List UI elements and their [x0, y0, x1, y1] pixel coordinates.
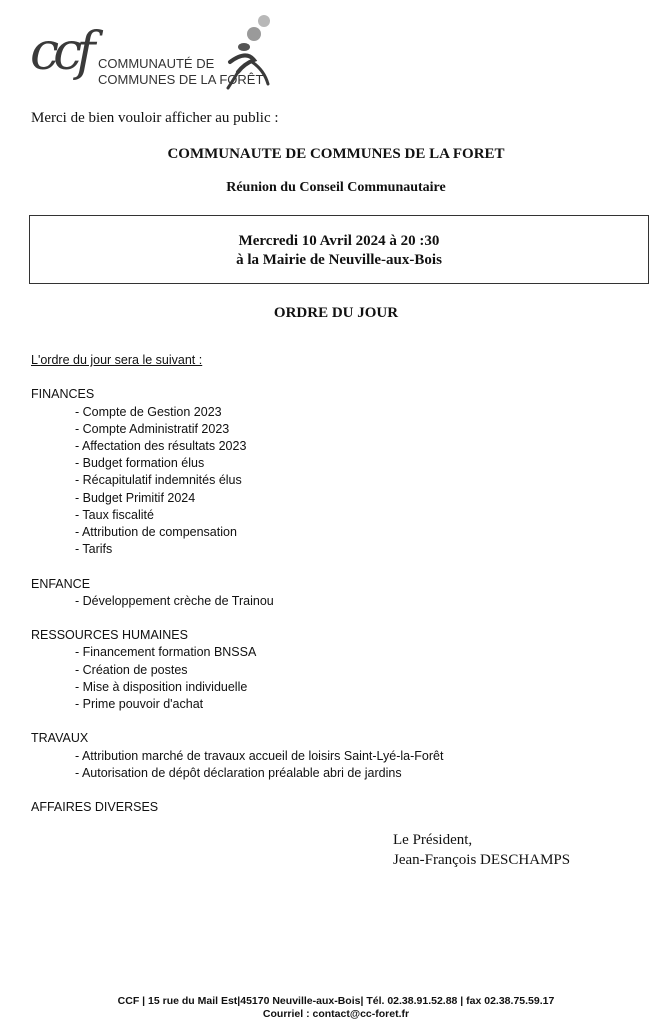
- list-item: - Budget formation élus: [75, 456, 205, 471]
- meeting-title: Réunion du Conseil Communautaire: [226, 180, 446, 195]
- section-heading-travaux: TRAVAUX: [31, 731, 89, 746]
- list-item: - Compte de Gestion 2023: [75, 404, 222, 419]
- meeting-date: Mercredi 10 Avril 2024 à 20 :30: [238, 233, 440, 249]
- logo-figure-icon: [224, 12, 278, 92]
- meeting-details-box: [29, 215, 649, 284]
- logo-name-line1: COMMUNAUTÉ DE: [98, 56, 215, 71]
- list-item: - Tarifs: [75, 542, 113, 557]
- list-item: - Développement crèche de Trainou: [75, 593, 274, 608]
- list-item: - Attribution de compensation: [75, 525, 237, 540]
- section-heading-affaires-diverses: AFFAIRES DIVERSES: [31, 800, 159, 815]
- footer-address: CCF | 15 rue du Mail Est|45170 Neuville-aux-Bois| Tél. 02.38.91.52.88 | fax 02.38.75.59.17: [117, 995, 555, 1007]
- signature-block: [393, 830, 570, 870]
- agenda-list: [31, 352, 443, 816]
- meeting-location: à la Mairie de Neuville-aux-Bois: [236, 252, 442, 268]
- list-item: - Budget Primitif 2024: [75, 490, 196, 505]
- list-item: - Financement formation BNSSA: [75, 645, 257, 660]
- list-item: - Attribution marché de travaux accueil de loisirs Saint-Lyé-la-Forêt: [75, 748, 444, 763]
- footer-email: Courriel : contact@cc-foret.fr: [262, 1008, 410, 1020]
- signature-title: Le Président,: [393, 832, 473, 848]
- signature-name: Jean-François DESCHAMPS: [393, 852, 571, 868]
- list-item: - Création de postes: [75, 662, 188, 677]
- section-heading-ressources-humaines: RESSOURCES HUMAINES: [31, 628, 188, 643]
- agenda-lead: L'ordre du jour sera le suivant :: [31, 353, 203, 367]
- list-item: - Autorisation de dépôt déclaration préalable abri de jardins: [75, 765, 402, 780]
- list-item: - Mise à disposition individuelle: [75, 679, 248, 694]
- logo-name-line2: COMMUNES DE LA FORÊT: [98, 72, 264, 87]
- ccf-logo: [28, 12, 278, 94]
- org-title: COMMUNAUTE DE COMMUNES DE LA FORET: [167, 146, 505, 162]
- section-heading-finances: FINANCES: [31, 387, 95, 402]
- list-item: - Prime pouvoir d'achat: [75, 697, 204, 712]
- logo-letters: ccf: [30, 22, 90, 82]
- list-item: - Taux fiscalité: [75, 507, 154, 522]
- section-heading-enfance: ENFANCE: [31, 576, 91, 591]
- intro-text: Merci de bien vouloir afficher au public :: [31, 110, 279, 126]
- list-item: - Affectation des résultats 2023: [75, 439, 247, 453]
- agenda-title: ORDRE DU JOUR: [273, 305, 399, 321]
- list-item: - Compte Administratif 2023: [75, 421, 230, 436]
- list-item: - Récapitulatif indemnités élus: [75, 473, 242, 488]
